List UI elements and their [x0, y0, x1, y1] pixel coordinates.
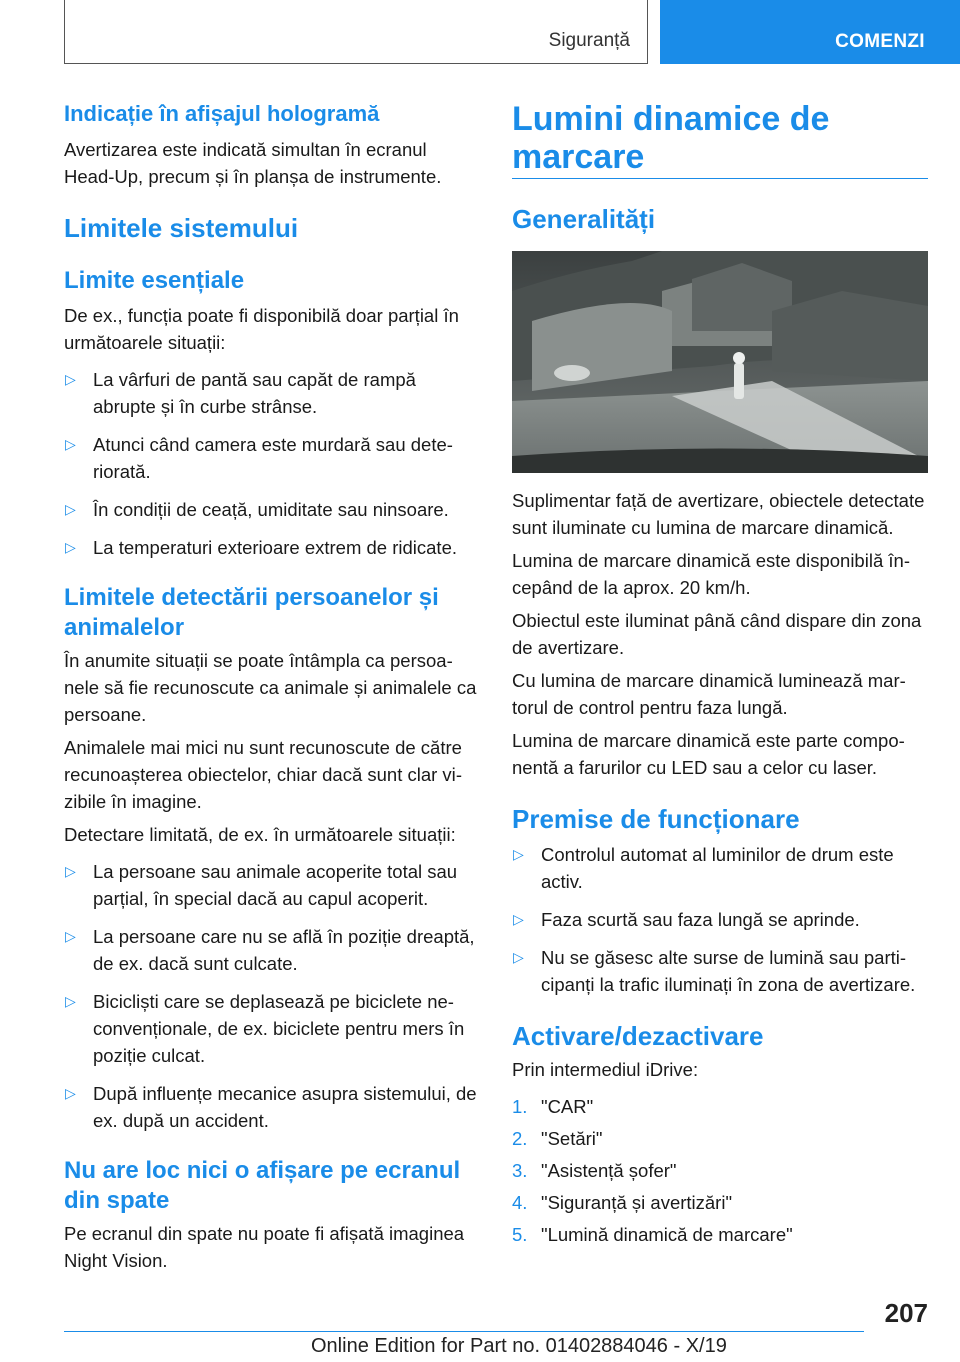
heading-general: Generalități: [512, 204, 656, 234]
list-item: ▷ Controlul automat al luminilor de drum este activ.: [512, 841, 928, 895]
paragraph-general-4: Cu lumina de marcare dinamică luminează martorul de control pentru faza lungă.: [512, 670, 906, 718]
night-vision-image: [512, 251, 928, 473]
paragraph-rear-screen: Pe ecranul din spate nu poate fi afișată imaginea Night Vision.: [64, 1223, 465, 1271]
paragraph-general-3: Obiectul este iluminat până când dispare din zona de avertizare.: [512, 610, 922, 658]
footer-divider: [64, 1331, 864, 1332]
heading-dynamic-marking-lights: Lumini dinamice de marcare: [512, 100, 830, 176]
triangle-right-outline-icon: ▷: [65, 1085, 76, 1101]
triangle-right-outline-icon: ▷: [513, 949, 524, 965]
page-number: 207: [884, 1298, 928, 1328]
list-item: ▷ După influențe mecanice asupra sistemului, de ex. după un accident.: [64, 1080, 480, 1134]
triangle-right-outline-icon: ▷: [65, 993, 76, 1009]
left-column: [64, 100, 480, 1274]
list-item: ▷ La persoane sau animale acoperite total sau parțial, în special dacă au capul acoperit.: [64, 858, 480, 912]
list-item: ▷ La vârfuri de pantă sau capăt de rampă abrupte și în curbe strânse.: [64, 366, 480, 420]
paragraph-hologram: Avertizarea este indicată simultan în ecranul Head-Up, precum și în planșa de instrumente.: [64, 139, 442, 187]
heading-essential-limits: Limite esențiale: [64, 267, 245, 294]
list-essential-limits: [64, 366, 480, 561]
heading-detection-limits: Limitele detectării persoanelor și animalelor: [64, 584, 439, 641]
step-item: 5. "Lumină dinamică de marcare": [512, 1224, 793, 1245]
paragraph-general-2: Lumina de marcare dinamică este disponibilă începând de la aprox. 20 km/h.: [512, 550, 910, 598]
triangle-right-outline-icon: ▷: [65, 863, 76, 879]
list-detection-limits: [64, 858, 480, 1134]
paragraph-detection-2: Animalele mai mici nu sunt recunoscute de către recunoașterea obiectelor, chiar dacă sunt clar vizibile în imagine.: [64, 737, 462, 812]
paragraph-general-5: Lumina de marcare dinamică este parte componentă a farurilor cu LED sau a celor cu laser.: [512, 730, 905, 778]
heading-activation: Activare/dezactivare: [512, 1021, 764, 1051]
paragraph-activation: Prin intermediul iDrive:: [512, 1059, 699, 1080]
triangle-right-outline-icon: ▷: [65, 501, 76, 517]
triangle-right-outline-icon: ▷: [65, 371, 76, 387]
list-prerequisites: [512, 841, 928, 998]
list-activation-steps: [512, 1093, 928, 1248]
header-section-title: Siguranță: [548, 30, 630, 51]
list-item: ▷ În condiții de ceață, umiditate sau ninsoare.: [64, 496, 480, 523]
step-item: 1. "CAR": [512, 1096, 594, 1117]
step-item: 4. "Siguranță și avertizări": [512, 1192, 733, 1213]
paragraph-general-1: Suplimentar față de avertizare, obiectele detectate sunt iluminate cu lumina de marcare dinamică.: [512, 490, 925, 538]
triangle-right-outline-icon: ▷: [65, 436, 76, 452]
header-chapter-tab[interactable]: COMENZI: [660, 0, 960, 64]
right-column: [512, 100, 928, 1248]
heading-hologram: Indicație în afișajul hologramă: [64, 101, 380, 126]
triangle-right-outline-icon: ▷: [65, 928, 76, 944]
paragraph-detection-1: În anumite situații se poate întâmpla ca persoanele să fie recunoscute ca animale și animalele ca persoane.: [64, 650, 477, 725]
step-item: 3. "Asistență șofer": [512, 1160, 677, 1181]
triangle-right-outline-icon: ▷: [513, 846, 524, 862]
list-item: ▷ Atunci când camera este murdară sau deteriorată.: [64, 431, 480, 485]
list-item: ▷ Faza scurtă sau faza lungă se aprinde.: [512, 906, 928, 933]
paragraph-detection-3: Detectare limitată, de ex. în următoarele situații:: [64, 824, 456, 845]
triangle-right-outline-icon: ▷: [513, 911, 524, 927]
heading-system-limits: Limitele sistemului: [64, 213, 299, 243]
list-item: ▷ Nu se găsesc alte surse de lumină sau participanți la trafic iluminați în zona de avertizare.: [512, 944, 928, 998]
footer-edition: Online Edition for Part no. 01402884046 - X/19: [311, 1335, 727, 1357]
main-heading-block: [512, 100, 928, 179]
step-item: 2. "Setări": [512, 1128, 603, 1149]
list-item: ▷ La persoane care nu se află în poziție dreaptă, de ex. dacă sunt culcate.: [64, 923, 480, 977]
heading-prerequisites: Premise de funcționare: [512, 804, 800, 834]
triangle-right-outline-icon: ▷: [65, 539, 76, 555]
list-item: ▷ Bicicliști care se deplasează pe biciclete neconvenționale, de ex. biciclete pentru mers în poziție culcat.: [64, 988, 480, 1069]
heading-rear-screen: Nu are loc nici o afișare pe ecranul din spate: [64, 1157, 461, 1214]
list-item: ▷ La temperaturi exterioare extrem de ridicate.: [64, 534, 480, 561]
paragraph-essential: De ex., funcția poate fi disponibilă doar parțial în următoarele situații:: [64, 305, 459, 353]
